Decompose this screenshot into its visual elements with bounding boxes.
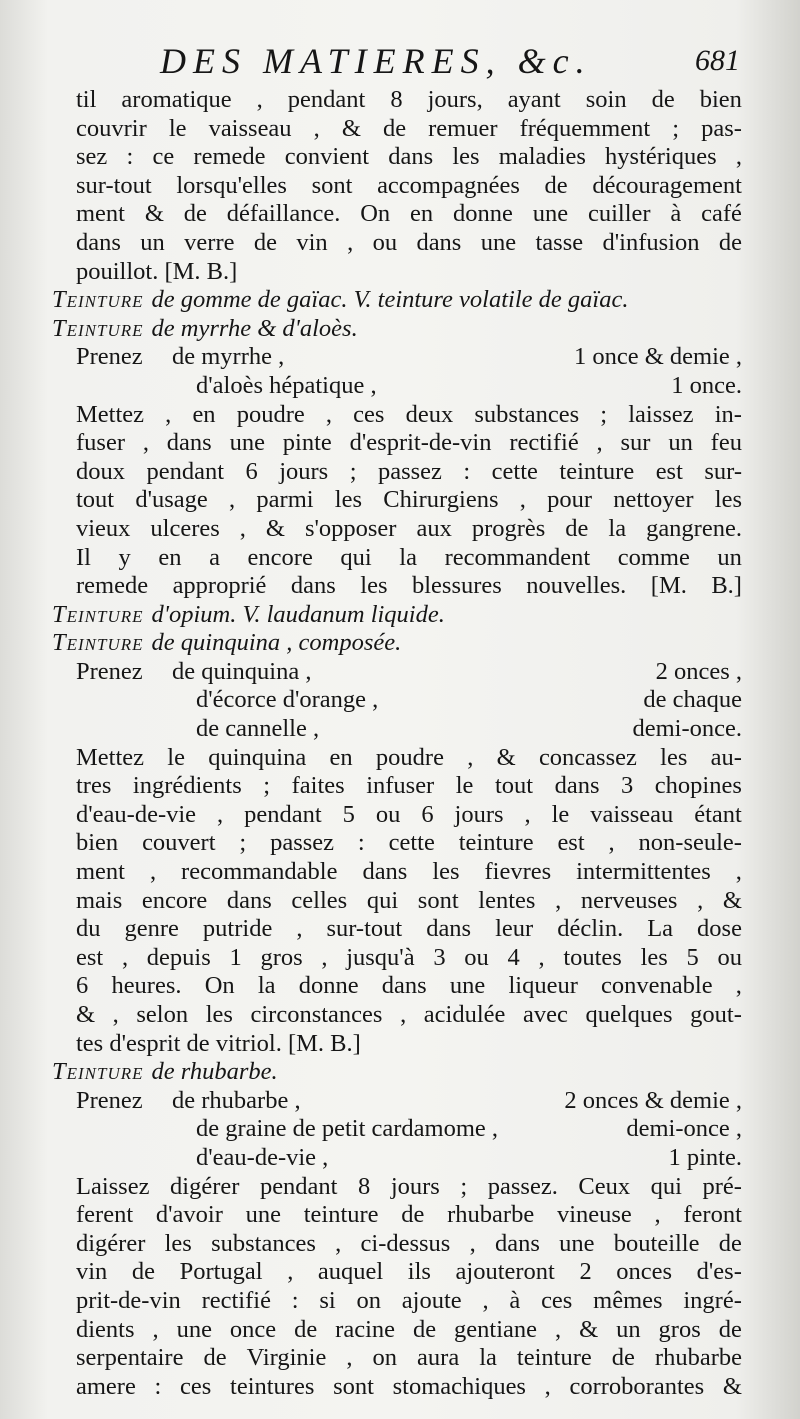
- recipe-quantity: demi-once ,: [626, 1115, 742, 1143]
- recipe-ingredient: de rhubarbe ,: [172, 1086, 301, 1114]
- text-line: til aromatique , pendant 8 jours, ayant soin de bien: [76, 86, 742, 113]
- text-line: tout d'usage , parmi les Chirurgiens , pour nettoyer les: [76, 486, 742, 514]
- recipe-row: [52, 715, 742, 744]
- recipe-quantity: 1 once.: [671, 371, 742, 399]
- recipe-verb: Prenez: [76, 343, 143, 371]
- text-line: mais encore dans celles qui sont lentes , nerveuses , &: [76, 886, 742, 914]
- text-line: doux pendant 6 jours ; passez : cette teinture est sur-: [76, 457, 742, 485]
- text-line: dients , une once de racine de gentiane , & un gros de: [76, 1315, 742, 1343]
- text-line: d'eau-de-vie , pendant 5 ou 6 jours , le vaisseau étant: [76, 800, 742, 828]
- entry-heading-myrrhe: [52, 315, 742, 344]
- text-line: fuser , dans une pinte d'esprit-de-vin rectifié , sur un feu: [76, 429, 742, 457]
- running-title: DES MATIERES, &c.: [160, 41, 592, 81]
- entry-rest: de quinquina , composée.: [151, 629, 402, 657]
- entry-rest: de gomme de gaïac. V. teinture volatile de gaïac.: [151, 286, 629, 314]
- text-line: tres ingrédients ; faites infuser le tout dans 3 chopines: [76, 772, 742, 800]
- entry-heading-opium: [52, 601, 742, 630]
- entry-heading-gaiac: [52, 286, 742, 315]
- entry-head: Teinture: [52, 600, 144, 628]
- recipe-row: [52, 1087, 742, 1116]
- recipe-row: [52, 1144, 742, 1173]
- recipe-row: [52, 658, 742, 687]
- text-line: Mettez le quinquina en poudre , & concassez les au-: [76, 743, 742, 771]
- recipe-ingredient: de cannelle ,: [196, 715, 320, 743]
- recipe-quantity: 2 onces ,: [655, 657, 742, 685]
- entry-heading-rhubarbe: [52, 1058, 742, 1087]
- text-line: prit-de-vin rectifié : si on ajoute , à ces mêmes ingré-: [76, 1286, 742, 1314]
- page-number: 681: [695, 44, 740, 77]
- entry-rest: d'opium. V. laudanum liquide.: [151, 600, 445, 628]
- text-line: Il y en a encore qui la recommandent comme un: [76, 543, 742, 571]
- text-line: vin de Portugal , auquel ils ajouteront 2 onces d'es-: [76, 1258, 742, 1286]
- text-line: 6 heures. On la donne dans une liqueur convenable ,: [76, 972, 742, 1000]
- entry-heading-quinquina: [52, 629, 742, 658]
- recipe-quantity: 2 onces & demie ,: [564, 1086, 742, 1114]
- text-line: pouillot. [M. B.]: [76, 257, 238, 285]
- recipe-ingredient: d'écorce d'orange ,: [196, 686, 379, 714]
- text-line: amere : ces teintures sont stomachiques , corroborantes &: [76, 1372, 742, 1400]
- text-line: sur-tout lorsqu'elles sont accompagnées de découragement: [76, 171, 742, 199]
- text-line: bien couvert ; passez : cette teinture est , non-seule-: [76, 829, 742, 857]
- page-header: [160, 40, 740, 86]
- recipe-row: [52, 372, 742, 401]
- recipe-ingredient: de myrrhe ,: [172, 343, 285, 371]
- text-line: vieux ulceres , & s'opposer aux progrès de la gangrene.: [76, 514, 742, 542]
- recipe-quantity: 1 pinte.: [668, 1143, 742, 1171]
- text-line: & , selon les circonstances , acidulée avec quelques gout-: [76, 1001, 742, 1028]
- page-body: [52, 86, 742, 1401]
- recipe-quantity: 1 once & demie ,: [573, 343, 742, 371]
- recipe-row: [52, 686, 742, 715]
- text-line: est , depuis 1 gros , jusqu'à 3 ou 4 , toutes les 5 ou: [76, 943, 742, 971]
- recipe-ingredient: de quinquina ,: [172, 657, 312, 685]
- recipe-quantity: de chaque: [643, 686, 742, 714]
- entry-head: Teinture: [52, 629, 144, 657]
- recipe-ingredient: d'aloès hépatique ,: [196, 371, 377, 399]
- text-line: serpentaire de Virginie , on aura la teinture de rhubarbe: [76, 1344, 742, 1372]
- text-line: digérer les substances , ci-dessus , dans une bouteille de: [76, 1229, 742, 1257]
- text-line: du genre putride , sur-tout dans leur déclin. La dose: [76, 915, 742, 943]
- recipe-ingredient: d'eau-de-vie ,: [196, 1143, 329, 1171]
- text-line: ment , recommandable dans les fievres intermittentes ,: [76, 858, 742, 886]
- text-line: Laissez digérer pendant 8 jours ; passez. Ceux qui pré-: [76, 1172, 742, 1200]
- entry-head: Teinture: [52, 1058, 144, 1086]
- recipe-quantity: demi-once.: [632, 715, 742, 743]
- text-line: couvrir le vaisseau , & de remuer fréquemment ; pas-: [76, 114, 742, 142]
- text-line: tes d'esprit de vitriol. [M. B.]: [76, 1029, 361, 1057]
- text-line: Mettez , en poudre , ces deux substances ; laissez in-: [76, 400, 742, 428]
- recipe-row: [52, 343, 742, 372]
- text-line: ferent d'avoir une teinture de rhubarbe vineuse , feront: [76, 1201, 742, 1229]
- recipe-row: [52, 1115, 742, 1144]
- text-line: sez : ce remede convient dans les maladies hystériques ,: [76, 143, 742, 171]
- text-line: ment & de défaillance. On en donne une cuiller à café: [76, 200, 742, 228]
- entry-head: Teinture: [52, 314, 144, 342]
- recipe-ingredient: de graine de petit cardamome ,: [196, 1115, 499, 1143]
- entry-rest: de rhubarbe.: [151, 1058, 278, 1086]
- recipe-verb: Prenez: [76, 657, 143, 685]
- entry-rest: de myrrhe & d'aloès.: [151, 314, 358, 342]
- text-line: remede approprié dans les blessures nouvelles. [M. B.]: [76, 572, 742, 600]
- entry-head: Teinture: [52, 286, 144, 314]
- recipe-verb: Prenez: [76, 1086, 143, 1114]
- text-line: dans un verre de vin , ou dans une tasse d'infusion de: [76, 228, 742, 256]
